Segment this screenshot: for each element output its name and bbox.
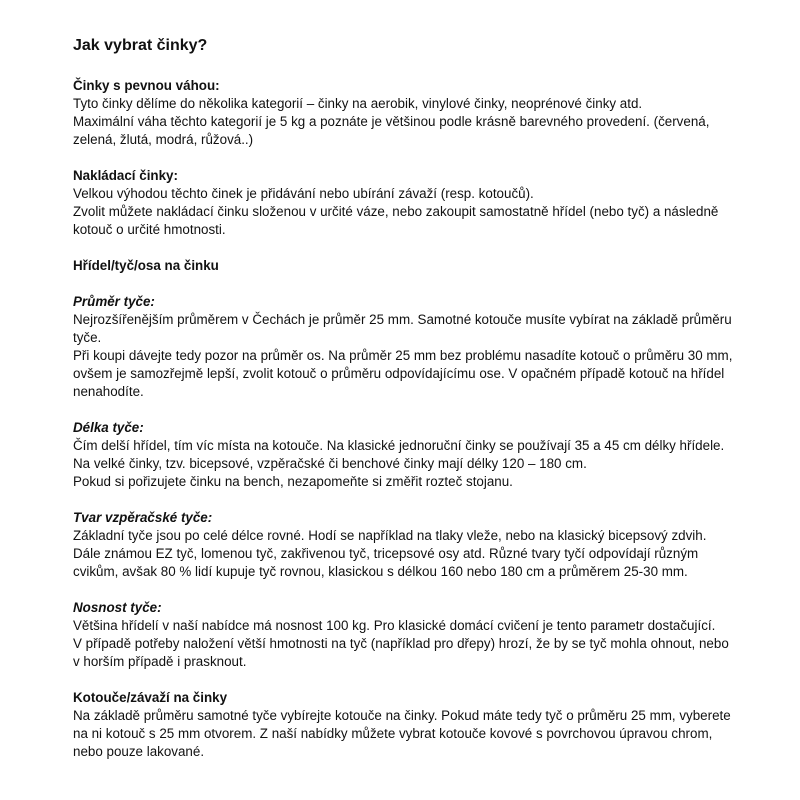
section-heading: Činky s pevnou váhou: — [73, 78, 220, 93]
section-heading: Nakládací činky: — [73, 168, 178, 183]
section-paragraph: V případě potřeby naložení větší hmotnosti na tyč (například pro dřepy) hrozí, že by se tyč mohla ohnout, nebo v horším případě i prasknout. — [73, 636, 729, 669]
section-heading: Délka tyče: — [73, 420, 144, 435]
document-title: Jak vybrat činky? — [73, 37, 208, 54]
section-weight-plates — [73, 689, 733, 761]
section-heading: Tvar vzpěračské tyče: — [73, 510, 213, 525]
section-loadable-dumbbells — [73, 167, 733, 239]
section-fixed-weight-dumbbells — [73, 77, 733, 149]
section-paragraph: Pokud si pořizujete činku na bench, nezapomeňte si změřit rozteč stojanu. — [73, 474, 513, 489]
section-heading: Hřídel/tyč/osa na činku — [73, 258, 219, 273]
section-paragraph: Tyto činky dělíme do několika kategorií – činky na aerobik, vinylové činky, neoprénové činky atd. — [73, 96, 643, 111]
section-paragraph: Velkou výhodou těchto činek je přidávání nebo ubírání závaží (resp. kotoučů). — [73, 186, 534, 201]
section-bar-length — [73, 419, 733, 491]
section-paragraph: Maximální váha těchto kategorií je 5 kg a poznáte je většinou podle krásně barevného provedení. (červená, zelená, žlutá, modrá, růžová..) — [73, 114, 710, 147]
section-heading: Kotouče/závaží na činky — [73, 690, 228, 705]
section-paragraph: Většina hřídelí v naší nabídce má nosnost 100 kg. Pro klasické domácí cvičení je tento parametr dostačující. — [73, 618, 716, 633]
section-bar-shape — [73, 509, 733, 581]
section-paragraph: Nejrozšířenějším průměrem v Čechách je průměr 25 mm. Samotné kotouče musíte vybírat na základě průměru tyče. — [73, 312, 732, 345]
section-bar-diameter — [73, 293, 733, 401]
section-paragraph: Zvolit můžete nakládací činku složenou v určité váze, nebo zakoupit samostatně hřídel (nebo tyč) a následně kotouč o určité hmotnosti. — [73, 204, 719, 237]
section-paragraph: Čím delší hřídel, tím víc místa na kotouče. Na klasické jednoruční činky se používají 35 a 45 cm délky hřídele. — [73, 438, 725, 453]
section-paragraph: Dále známou EZ tyč, lomenou tyč, zakřivenou tyč, tricepsové osy atd. Různé tvary tyčí odpovídají různým cvikům, avšak 80 % lidí kupuje tyč rovnou, klasickou s délkou 160 nebo 180 cm a průměrem 25-30 mm. — [73, 546, 699, 579]
section-heading: Průměr tyče: — [73, 294, 155, 309]
section-paragraph: Na velké činky, tzv. bicepsové, vzpěračské či benchové činky mají délky 120 – 180 cm. — [73, 456, 587, 471]
section-paragraph: Základní tyče jsou po celé délce rovné. Hodí se například na tlaky vleže, nebo na klasický bicepsový zdvih. — [73, 528, 707, 543]
section-bar-capacity — [73, 599, 733, 671]
section-heading: Nosnost tyče: — [73, 600, 162, 615]
document-page — [73, 36, 733, 779]
section-paragraph: Na základě průměru samotné tyče vybírejte kotouče na činky. Pokud máte tedy tyč o průměru 25 mm, vyberete na ni kotouč s 25 mm otvorem. Z naší nabídky můžete vybrat kotouče kovové s povrchovou úpravou chrom, nebo pouze lakované. — [73, 708, 731, 759]
section-paragraph: Při koupi dávejte tedy pozor na průměr os. Na průměr 25 mm bez problému nasadíte kotouč o průměru 30 mm, ovšem je samozřejmě lepší, zvolit kotouč o průměru odpovídajícímu ose. V opačném případě kotouč na hřídel nenahodíte. — [73, 348, 733, 399]
section-bar-shaft — [73, 257, 733, 275]
